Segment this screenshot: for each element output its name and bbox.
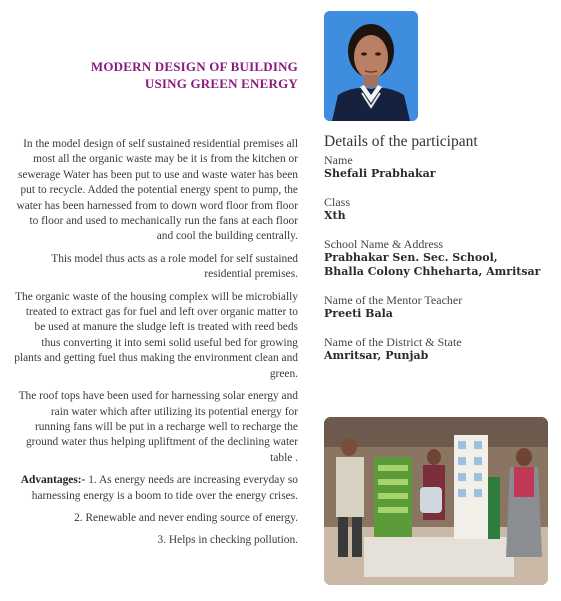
name-group (324, 153, 549, 181)
advantage-1-text: 1. As energy needs are increasing everyday so harnessing energy is a boom to tide over the energy crises. (31, 474, 298, 502)
name-label: Name (324, 153, 353, 167)
name-value: Shefali Prabhakar (324, 167, 436, 180)
mentor-value: Preeti Bala (324, 307, 393, 320)
article-body (14, 137, 298, 556)
mentor-group (324, 293, 549, 321)
participant-details (324, 133, 549, 377)
school-group (324, 237, 549, 279)
model-exhibit-photo (324, 417, 548, 585)
paragraph-2: This model thus acts as a role model for self sustained residential premises. (51, 252, 298, 281)
participant-photo (324, 11, 418, 121)
school-label: School Name & Address (324, 237, 443, 251)
district-label: Name of the District & State (324, 335, 462, 349)
paragraph-1: In the model design of self sustained residential premises all most all the organic waste may be it is from the kitchen or sewerage Water has been put to use and waste water has been put to recycle. Added the potential energy spent to pump, the water has been harnessed from to down word floor from floor to floor and used to mechanically run the fans at each floor and cool the building centrally. (16, 138, 298, 243)
school-value-line-1: Prabhakar Sen. Sec. School, (324, 251, 498, 264)
school-value-line-2: Bhalla Colony Chheharta, Amritsar (324, 265, 541, 278)
class-label: Class (324, 195, 351, 209)
paragraph-4: The roof tops have been used for harnessing solar energy and rain water which after utilizing its potential energy for running fans will be put in a recharge well to recharge the ground water thus helping upliftment of the declining water table . (18, 390, 298, 464)
title-line-1: MODERN DESIGN OF BUILDING (90, 59, 298, 74)
class-group (324, 195, 549, 223)
district-value: Amritsar, Punjab (324, 349, 429, 362)
class-value: Xth (324, 209, 346, 222)
district-group (324, 335, 549, 363)
advantage-2: 2. Renewable and never ending source of energy. (74, 511, 298, 524)
advantages-label: Advantages:- (20, 474, 86, 487)
mentor-label: Name of the Mentor Teacher (324, 293, 463, 307)
details-heading: Details of the participant (324, 133, 478, 150)
title-line-2: USING GREEN ENERGY (144, 76, 298, 91)
page-title (60, 58, 298, 92)
advantage-1 (14, 473, 298, 504)
paragraph-3: The organic waste of the housing complex will be microbially treated to extract gas for fuel and left over organic matter to be used at manure the sludge left is treated with reed beds thus converting it into semi solid useful bed for growing plants and getting fuel thus making the environment clean and green. (14, 290, 298, 380)
advantage-3: 3. Helps in checking pollution. (157, 534, 298, 547)
